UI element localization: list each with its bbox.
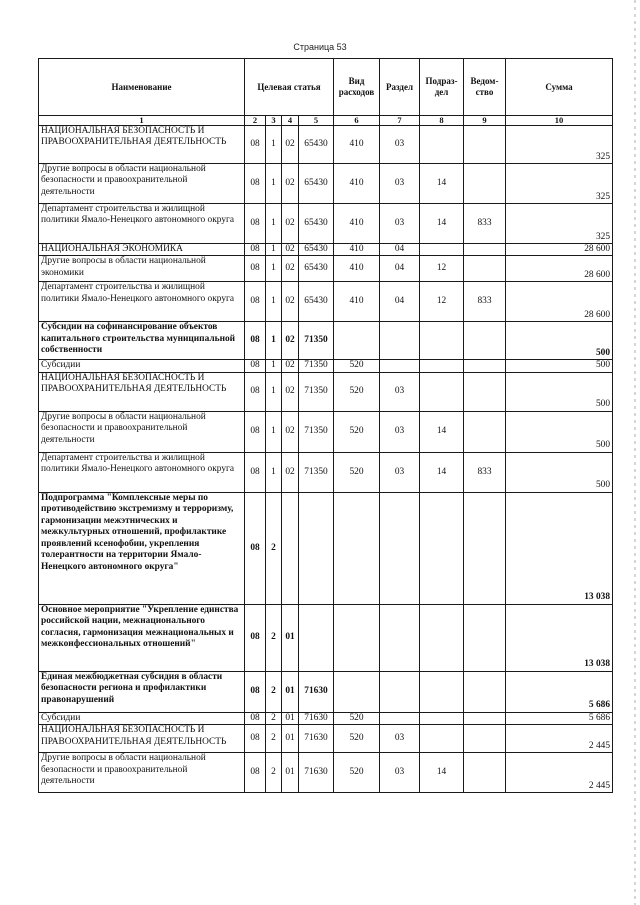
activity-code-cell: 02 [282, 282, 299, 322]
row-name-cell: Департамент строительства и жилищной политики Ямало-Ненецкого автономного округа [39, 452, 245, 492]
department-cell: 833 [464, 282, 506, 322]
table-row [39, 411, 613, 452]
department-cell [464, 604, 506, 671]
subprogram-code-cell: 2 [266, 753, 282, 793]
section-cell: 03 [380, 725, 420, 753]
row-name-cell: Единая межбюджетная субсидия в области безопасности региона и профилактики правонарушений [39, 671, 245, 712]
row-name-cell: НАЦИОНАЛЬНАЯ БЕЗОПАСНОСТЬ И ПРАВООХРАНИТЕЛЬНАЯ ДЕЯТЕЛЬНОСТЬ [39, 372, 245, 411]
program-code-cell: 08 [245, 256, 266, 282]
program-code-cell: 08 [245, 372, 266, 411]
expense-type-cell: 410 [334, 204, 380, 244]
section-cell [380, 712, 420, 724]
department-cell [464, 126, 506, 164]
row-name-cell: Другие вопросы в области национальной безопасности и правоохранительной деятельности [39, 164, 245, 204]
section-cell: 03 [380, 372, 420, 411]
program-code-cell: 08 [245, 411, 266, 452]
direction-code-cell: 71630 [299, 753, 334, 793]
program-code-cell: 08 [245, 753, 266, 793]
subprogram-code-cell: 2 [266, 671, 282, 712]
table-row [39, 452, 613, 492]
program-code-cell: 08 [245, 322, 266, 360]
row-name-cell: Другие вопросы в области национальной безопасности и правоохранительной деятельности [39, 411, 245, 452]
column-number-cell: 10 [506, 116, 613, 126]
subsection-cell [420, 725, 464, 753]
subprogram-code-cell: 1 [266, 452, 282, 492]
table-row [39, 244, 613, 256]
subsection-cell [420, 712, 464, 724]
activity-code-cell: 02 [282, 322, 299, 360]
row-name-cell: Департамент строительства и жилищной политики Ямало-Ненецкого автономного округа [39, 204, 245, 244]
sum-cell: 13 038 [506, 604, 613, 671]
program-code-cell: 08 [245, 282, 266, 322]
activity-code-cell: 02 [282, 411, 299, 452]
column-number-cell: 3 [266, 116, 282, 126]
department-cell [464, 671, 506, 712]
program-code-cell: 08 [245, 164, 266, 204]
sum-cell: 28 600 [506, 244, 613, 256]
direction-code-cell: 71630 [299, 671, 334, 712]
subsection-cell [420, 360, 464, 372]
activity-code-cell: 02 [282, 452, 299, 492]
sum-cell: 5 686 [506, 712, 613, 724]
column-number-cell: 8 [420, 116, 464, 126]
header-sum: Сумма [506, 59, 613, 116]
table-row [39, 604, 613, 671]
department-cell [464, 712, 506, 724]
row-name-cell: Другие вопросы в области национальной экономики [39, 256, 245, 282]
department-cell: 833 [464, 204, 506, 244]
row-name-cell: НАЦИОНАЛЬНАЯ ЭКОНОМИКА [39, 244, 245, 256]
section-cell [380, 604, 420, 671]
subsection-cell [420, 322, 464, 360]
subprogram-code-cell: 2 [266, 712, 282, 724]
subsection-cell: 14 [420, 452, 464, 492]
direction-code-cell: 65430 [299, 244, 334, 256]
column-number-cell: 7 [380, 116, 420, 126]
section-cell: 03 [380, 452, 420, 492]
table-row [39, 126, 613, 164]
sum-cell: 500 [506, 372, 613, 411]
table-row [39, 372, 613, 411]
table-row [39, 282, 613, 322]
subprogram-code-cell: 2 [266, 725, 282, 753]
expense-type-cell: 520 [334, 452, 380, 492]
activity-code-cell: 01 [282, 671, 299, 712]
direction-code-cell [299, 604, 334, 671]
expense-type-cell: 410 [334, 244, 380, 256]
subprogram-code-cell: 1 [266, 282, 282, 322]
expense-type-cell: 410 [334, 164, 380, 204]
row-name-cell: Субсидии на софинансирование объектов капитального строительства муниципальной собственности [39, 322, 245, 360]
sum-cell: 2 445 [506, 725, 613, 753]
section-cell: 04 [380, 244, 420, 256]
header-expense-type: Вид расходов [334, 59, 380, 116]
subprogram-code-cell: 1 [266, 322, 282, 360]
department-cell [464, 322, 506, 360]
subsection-cell [420, 126, 464, 164]
activity-code-cell: 02 [282, 204, 299, 244]
subprogram-code-cell: 1 [266, 164, 282, 204]
activity-code-cell: 02 [282, 164, 299, 204]
scan-edge-artifact [634, 0, 636, 905]
subprogram-code-cell: 1 [266, 411, 282, 452]
direction-code-cell: 71350 [299, 411, 334, 452]
sum-cell: 325 [506, 164, 613, 204]
expense-type-cell: 520 [334, 411, 380, 452]
column-number-cell: 4 [282, 116, 299, 126]
program-code-cell: 08 [245, 360, 266, 372]
expense-type-cell [334, 492, 380, 604]
column-number-cell: 6 [334, 116, 380, 126]
expense-type-cell: 410 [334, 256, 380, 282]
department-cell [464, 372, 506, 411]
header-row [39, 59, 613, 116]
row-name-cell: Подпрограмма "Комплексные меры по противодействию экстремизму и терроризму, гармонизации межэтнических и межкультурных отношений, профилактике проявлений ксенофобии, укрепления толерантности на территории Ямало-Ненецкого автономного округа" [39, 492, 245, 604]
program-code-cell: 08 [245, 712, 266, 724]
section-cell [380, 671, 420, 712]
table-row [39, 753, 613, 793]
direction-code-cell: 65430 [299, 256, 334, 282]
subsection-cell [420, 244, 464, 256]
subsection-cell: 12 [420, 256, 464, 282]
department-cell [464, 492, 506, 604]
header-name: Наименование [39, 59, 245, 116]
table-row [39, 256, 613, 282]
row-name-cell: НАЦИОНАЛЬНАЯ БЕЗОПАСНОСТЬ И ПРАВООХРАНИТЕЛЬНАЯ ДЕЯТЕЛЬНОСТЬ [39, 126, 245, 164]
table-row [39, 492, 613, 604]
activity-code-cell [282, 492, 299, 604]
section-cell [380, 492, 420, 604]
direction-code-cell: 71630 [299, 725, 334, 753]
expense-type-cell: 410 [334, 282, 380, 322]
direction-code-cell [299, 492, 334, 604]
sum-cell: 2 445 [506, 753, 613, 793]
sum-cell: 500 [506, 360, 613, 372]
subsection-cell: 14 [420, 204, 464, 244]
section-cell [380, 360, 420, 372]
sum-cell: 325 [506, 204, 613, 244]
expense-type-cell [334, 671, 380, 712]
department-cell [464, 725, 506, 753]
expense-type-cell: 520 [334, 360, 380, 372]
section-cell: 03 [380, 126, 420, 164]
expense-type-cell [334, 604, 380, 671]
sum-cell: 5 686 [506, 671, 613, 712]
activity-code-cell: 02 [282, 372, 299, 411]
department-cell [464, 256, 506, 282]
expense-type-cell: 520 [334, 753, 380, 793]
program-code-cell: 08 [245, 604, 266, 671]
row-name-cell: Основное мероприятие "Укрепление единства российской нации, межнационального согласия, гармонизация межнациональных и межконфессиональных отношений" [39, 604, 245, 671]
direction-code-cell: 71350 [299, 452, 334, 492]
section-cell [380, 322, 420, 360]
program-code-cell: 08 [245, 244, 266, 256]
page-number: Страница 53 [293, 42, 347, 52]
direction-code-cell: 71630 [299, 712, 334, 724]
program-code-cell: 08 [245, 671, 266, 712]
program-code-cell: 08 [245, 204, 266, 244]
expense-type-cell: 520 [334, 712, 380, 724]
table-row [39, 360, 613, 372]
row-name-cell: НАЦИОНАЛЬНАЯ БЕЗОПАСНОСТЬ И ПРАВООХРАНИТЕЛЬНАЯ ДЕЯТЕЛЬНОСТЬ [39, 725, 245, 753]
column-number-cell: 2 [245, 116, 266, 126]
subsection-cell: 12 [420, 282, 464, 322]
section-cell: 03 [380, 753, 420, 793]
subsection-cell [420, 671, 464, 712]
header-section: Раздел [380, 59, 420, 116]
sum-cell: 28 600 [506, 256, 613, 282]
program-code-cell: 08 [245, 126, 266, 164]
column-number-row [39, 116, 613, 126]
activity-code-cell: 01 [282, 753, 299, 793]
subsection-cell: 14 [420, 411, 464, 452]
program-code-cell: 08 [245, 452, 266, 492]
sum-cell: 500 [506, 322, 613, 360]
subprogram-code-cell: 2 [266, 604, 282, 671]
direction-code-cell: 71350 [299, 322, 334, 360]
expense-type-cell: 410 [334, 126, 380, 164]
activity-code-cell: 01 [282, 725, 299, 753]
subprogram-code-cell: 1 [266, 372, 282, 411]
column-number-cell: 9 [464, 116, 506, 126]
subprogram-code-cell: 2 [266, 492, 282, 604]
subprogram-code-cell: 1 [266, 244, 282, 256]
subsection-cell [420, 604, 464, 671]
subsection-cell [420, 492, 464, 604]
row-name-cell: Департамент строительства и жилищной политики Ямало-Ненецкого автономного округа [39, 282, 245, 322]
header-subsection: Подраз-дел [420, 59, 464, 116]
activity-code-cell: 01 [282, 712, 299, 724]
direction-code-cell: 65430 [299, 204, 334, 244]
table-row [39, 204, 613, 244]
sum-cell: 500 [506, 411, 613, 452]
subprogram-code-cell: 1 [266, 256, 282, 282]
column-number-cell: 1 [39, 116, 245, 126]
department-cell [464, 164, 506, 204]
row-name-cell: Субсидии [39, 712, 245, 724]
program-code-cell: 08 [245, 725, 266, 753]
budget-table [38, 58, 613, 793]
subprogram-code-cell: 1 [266, 360, 282, 372]
activity-code-cell: 02 [282, 256, 299, 282]
table-row [39, 322, 613, 360]
activity-code-cell: 02 [282, 360, 299, 372]
department-cell [464, 411, 506, 452]
table-row [39, 712, 613, 724]
department-cell [464, 360, 506, 372]
header-department: Ведом-ство [464, 59, 506, 116]
header-target-article: Целевая статья [245, 59, 334, 116]
subsection-cell: 14 [420, 753, 464, 793]
sum-cell: 325 [506, 126, 613, 164]
subsection-cell: 14 [420, 164, 464, 204]
direction-code-cell: 71350 [299, 360, 334, 372]
activity-code-cell: 02 [282, 126, 299, 164]
activity-code-cell: 01 [282, 604, 299, 671]
sum-cell: 13 038 [506, 492, 613, 604]
direction-code-cell: 65430 [299, 282, 334, 322]
department-cell [464, 753, 506, 793]
expense-type-cell: 520 [334, 372, 380, 411]
program-code-cell: 08 [245, 492, 266, 604]
subsection-cell [420, 372, 464, 411]
expense-type-cell [334, 322, 380, 360]
section-cell: 03 [380, 204, 420, 244]
section-cell: 03 [380, 164, 420, 204]
subprogram-code-cell: 1 [266, 126, 282, 164]
expense-type-cell: 520 [334, 725, 380, 753]
table-body [39, 126, 613, 793]
direction-code-cell: 65430 [299, 164, 334, 204]
row-name-cell: Субсидии [39, 360, 245, 372]
activity-code-cell: 02 [282, 244, 299, 256]
section-cell: 04 [380, 256, 420, 282]
subprogram-code-cell: 1 [266, 204, 282, 244]
department-cell: 833 [464, 452, 506, 492]
sum-cell: 28 600 [506, 282, 613, 322]
department-cell [464, 244, 506, 256]
table-row [39, 164, 613, 204]
column-number-cell: 5 [299, 116, 334, 126]
row-name-cell: Другие вопросы в области национальной безопасности и правоохранительной деятельности [39, 753, 245, 793]
direction-code-cell: 71350 [299, 372, 334, 411]
section-cell: 04 [380, 282, 420, 322]
section-cell: 03 [380, 411, 420, 452]
table-row [39, 725, 613, 753]
direction-code-cell: 65430 [299, 126, 334, 164]
table-row [39, 671, 613, 712]
sum-cell: 500 [506, 452, 613, 492]
